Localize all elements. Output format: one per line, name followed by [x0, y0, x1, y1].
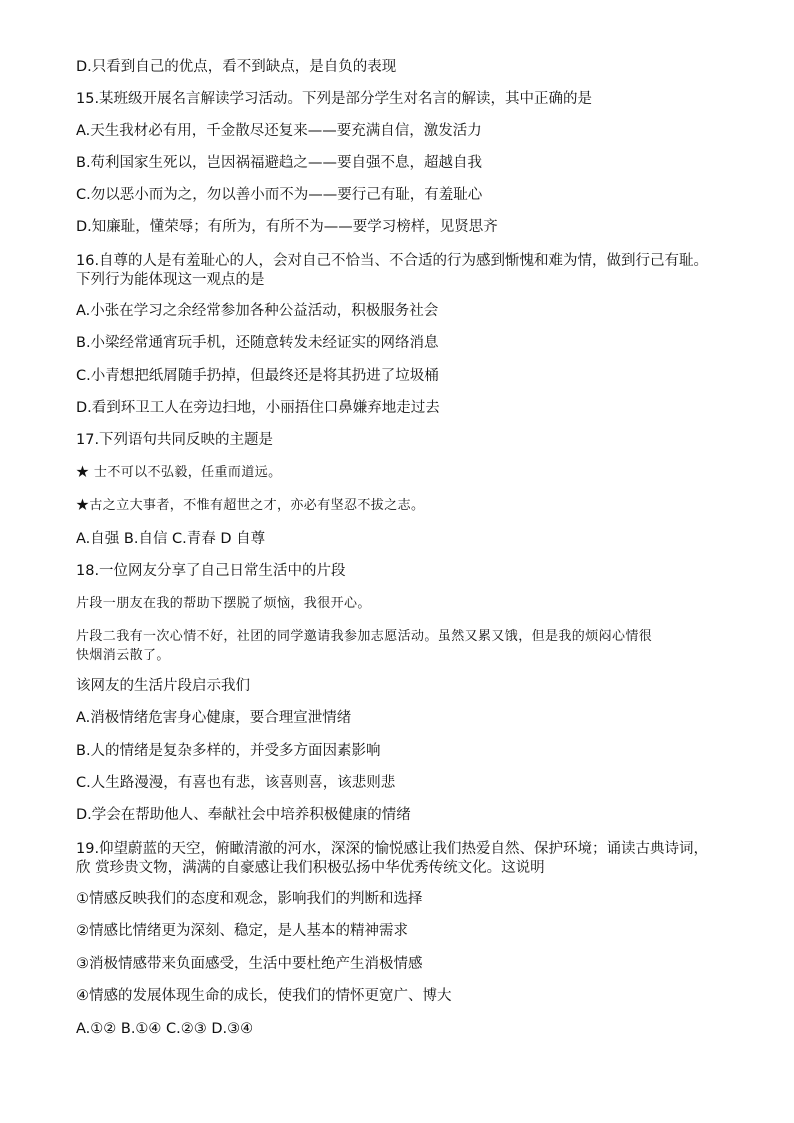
q15-stem: 15.某班级开展名言解读学习活动。下列是部分学生对名言的解读，其中正确的是	[76, 91, 593, 107]
q19-options: A.①② B.①④ C.②③ D.③④	[76, 1021, 254, 1037]
q18-fragment-2-line-1: 片段二我有一次心情不好，社团的同学邀请我参加志愿活动。虽然又累又饿，但是我的烦闷心情很	[76, 629, 653, 644]
q15-option-d: D.知廉耻，懂荣辱；有所为，有所不为——要学习榜样，见贤思齐	[76, 219, 498, 235]
q19-statement-2: ②情感比情绪更为深刻、稳定，是人基本的精神需求	[76, 923, 408, 939]
q16-stem-line-1: 16.自尊的人是有羞耻心的人，会对自己不恰当、不合适的行为感到惭愧和难为情，做到行己有耻。	[76, 253, 709, 269]
q17-quote-2: ★古之立大事者，不惟有超世之才，亦必有坚忍不拔之志。	[76, 498, 425, 513]
q17-stem: 17.下列语句共同反映的主题是	[76, 432, 274, 448]
q17-options: A.自强 B.自信 C.青春 D 自尊	[76, 531, 266, 547]
q15-option-a: A.天生我材必有用，千金散尽还复来——要充满自信，激发活力	[76, 123, 482, 139]
q14-option-d: D.只看到自己的优点，看不到缺点，是自负的表现	[76, 59, 397, 75]
q16-stem-line-2: 下列行为能体现这一观点的是	[76, 272, 265, 288]
q18-option-a: A.消极情绪危害身心健康，要合理宣泄情绪	[76, 710, 352, 726]
q18-stem: 18.一位网友分享了自己日常生活中的片段	[76, 563, 346, 579]
q15-option-c: C.勿以恶小而为之，勿以善小而不为——要行己有耻，有羞耻心	[76, 187, 483, 203]
q19-statement-1: ①情感反映我们的态度和观念，影响我们的判断和选择	[76, 891, 423, 907]
q19-statement-4: ④情感的发展体现生命的成长，使我们的情怀更宽广、博大	[76, 988, 452, 1004]
q19-stem-line-2: 欣 赏珍贵文物，满满的自豪感让我们积极弘扬中华优秀传统文化。这说明	[76, 860, 545, 876]
q18-option-c: C.人生路漫漫，有喜也有悲，该喜则喜，该悲则悲	[76, 775, 396, 791]
q16-option-a: A.小张在学习之余经常参加各种公益活动，积极服务社会	[76, 303, 439, 319]
q18-fragment-2-line-2: 快烟消云散了。	[76, 648, 170, 663]
q18-prompt: 该网友的生活片段启示我们	[76, 678, 250, 694]
q18-fragment-1: 片段一朋友在我的帮助下摆脱了烦恼，我很开心。	[76, 596, 371, 611]
q18-option-b: B.人的情绪是复杂多样的，并受多方面因素影响	[76, 743, 381, 759]
q17-quote-1: ★ 士不可以不弘毅，任重而道远。	[76, 465, 282, 480]
q16-option-d: D.看到环卫工人在旁边扫地，小丽捂住口鼻嫌弃地走过去	[76, 400, 440, 416]
q19-stem-line-1: 19.仰望蔚蓝的天空，俯瞰清澈的河水，深深的愉悦感让我们热爱自然、保护环境；诵读古典诗词，	[76, 841, 709, 857]
q16-option-c: C.小青想把纸屑随手扔掉，但最终还是将其扔进了垃圾桶	[76, 368, 439, 384]
q19-statement-3: ③消极情感带来负面感受，生活中要杜绝产生消极情感	[76, 956, 423, 972]
q16-option-b: B.小梁经常通宵玩手机，还随意转发未经证实的网络消息	[76, 335, 439, 351]
q15-option-b: B.苟利国家生死以，岂因祸福避趋之——要自强不息，超越自我	[76, 155, 483, 171]
q18-option-d: D.学会在帮助他人、奉献社会中培养积极健康的情绪	[76, 807, 411, 823]
